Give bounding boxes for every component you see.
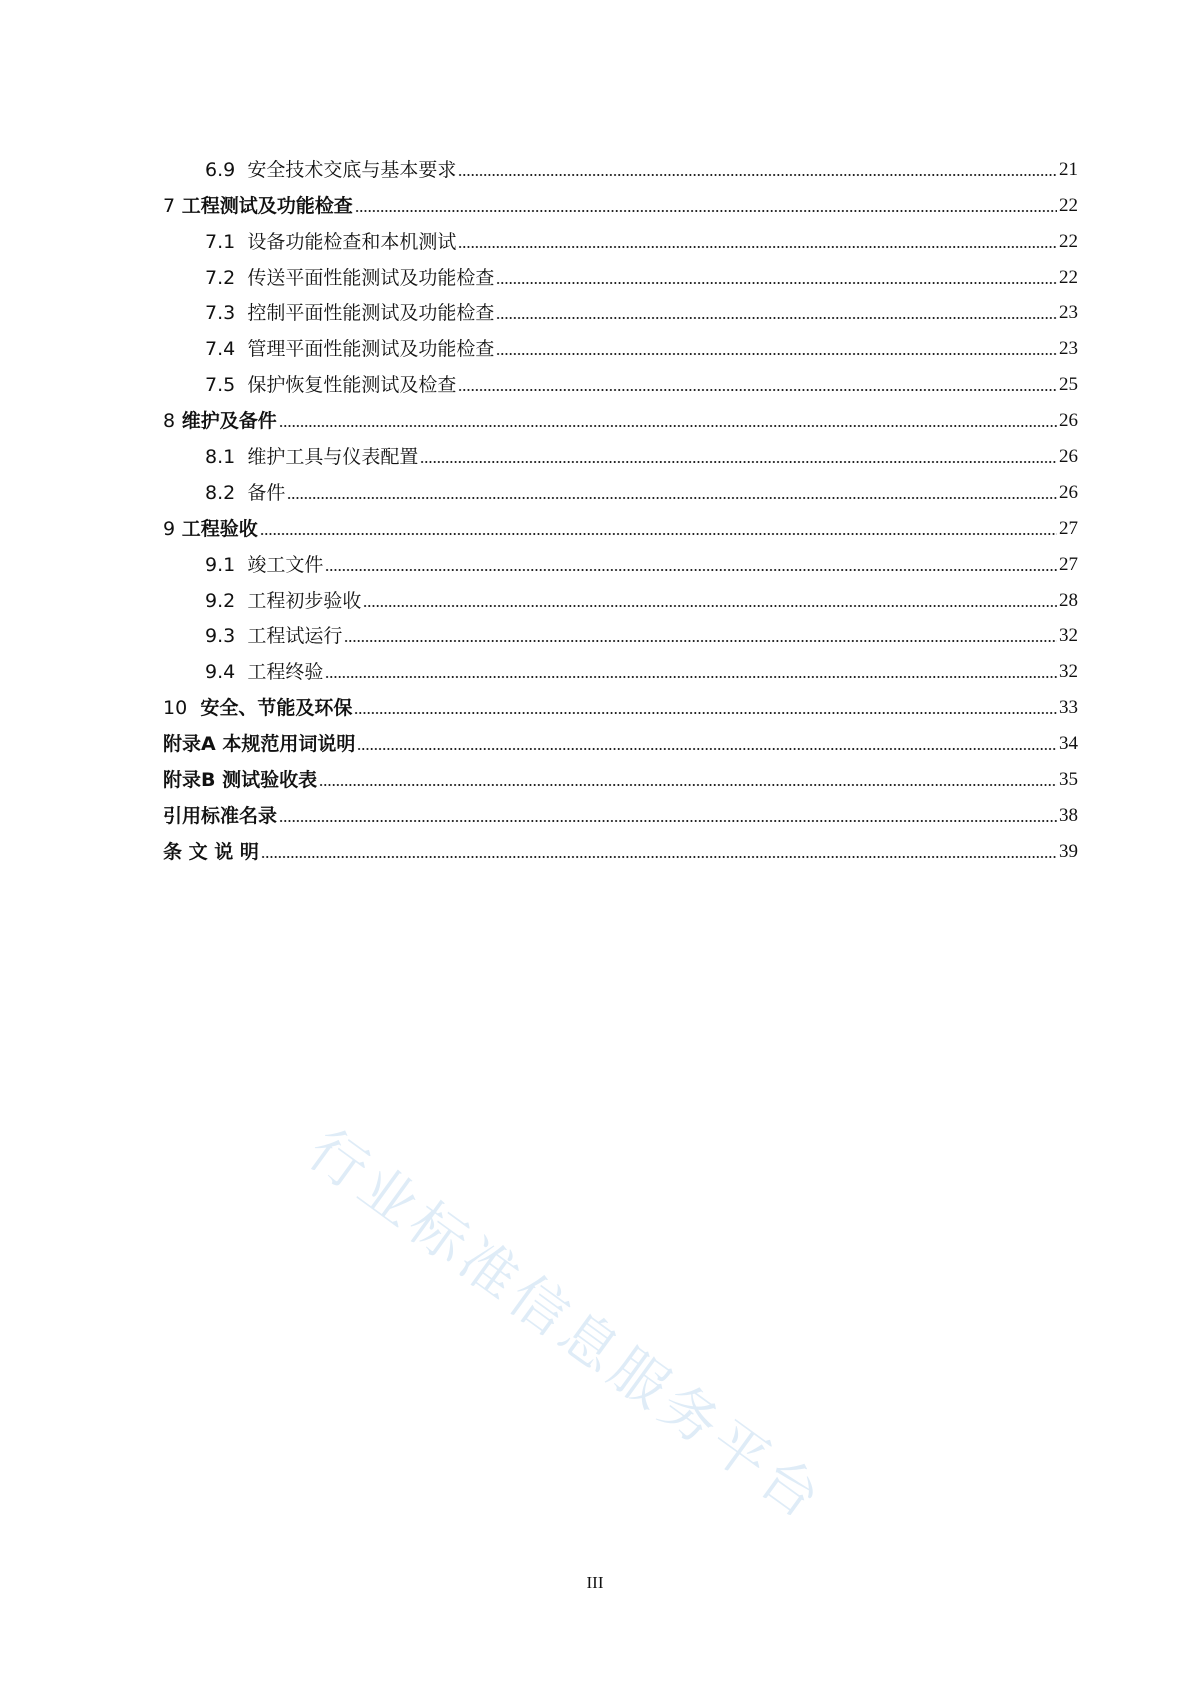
toc-entry-label: 工程验收 — [181, 517, 258, 540]
dot-leader — [354, 711, 1057, 715]
toc-entry-page: 27 — [1059, 553, 1078, 575]
toc-entry-page: 32 — [1059, 625, 1078, 647]
toc-entry-7-3[interactable] — [163, 290, 1078, 326]
dot-leader — [355, 209, 1057, 213]
toc-entry-number: 10 — [163, 697, 188, 720]
toc-entry-number: 7.1 — [205, 230, 236, 253]
toc-entry-label: 安全、节能及环保 — [200, 697, 353, 720]
toc-entry-label: 引用标准名录 — [163, 804, 278, 827]
toc-entry-9[interactable] — [163, 505, 1078, 541]
toc-entry-page: 26 — [1059, 481, 1078, 503]
toc-entry-number: 9.1 — [205, 553, 236, 576]
toc-entry-label: 附录A 本规范用词说明 — [163, 733, 356, 756]
dot-leader — [496, 352, 1057, 356]
toc-entry-page: 33 — [1059, 697, 1078, 719]
dot-leader — [458, 245, 1057, 249]
toc-entry-page: 22 — [1059, 194, 1078, 216]
toc-entry-page: 32 — [1059, 661, 1078, 683]
toc-entry-appendix-a[interactable] — [163, 720, 1078, 756]
toc-entry-9-4[interactable] — [163, 648, 1078, 684]
table-of-contents — [163, 146, 1078, 864]
dot-leader — [261, 855, 1057, 859]
toc-entry-7-1[interactable] — [163, 218, 1078, 254]
toc-entry-label: 竣工文件 — [247, 553, 324, 576]
toc-entry-page: 22 — [1059, 266, 1078, 288]
dot-leader — [319, 783, 1057, 787]
dot-leader — [287, 496, 1057, 500]
toc-entry-label: 条 文 说 明 — [163, 840, 259, 863]
dot-leader — [357, 747, 1057, 751]
dot-leader — [420, 460, 1057, 464]
toc-entry-8-2[interactable] — [163, 469, 1078, 505]
watermark: 行业标准信息服务平台 — [296, 1117, 837, 1535]
toc-entry-explanation[interactable] — [163, 828, 1078, 864]
toc-entry-7-2[interactable] — [163, 254, 1078, 290]
toc-entry-label: 设备功能检查和本机测试 — [247, 230, 457, 253]
toc-entry-6-9[interactable] — [163, 146, 1078, 182]
dot-leader — [496, 316, 1057, 320]
toc-entry-number: 7 — [163, 194, 176, 217]
dot-leader — [496, 281, 1057, 285]
dot-leader — [279, 819, 1057, 823]
dot-leader — [458, 173, 1057, 177]
toc-entry-appendix-b[interactable] — [163, 756, 1078, 792]
toc-entry-page: 35 — [1059, 769, 1078, 791]
toc-entry-number: 7.4 — [205, 338, 236, 361]
toc-entry-label: 工程初步验收 — [247, 589, 362, 612]
dot-leader — [325, 568, 1057, 572]
toc-entry-9-1[interactable] — [163, 541, 1078, 577]
toc-entry-page: 23 — [1059, 338, 1078, 360]
toc-entry-page: 38 — [1059, 804, 1078, 826]
dot-leader — [458, 388, 1057, 392]
toc-entry-7[interactable] — [163, 182, 1078, 218]
toc-entry-label: 附录B 测试验收表 — [163, 769, 318, 792]
toc-entry-label: 维护及备件 — [181, 410, 277, 433]
toc-entry-page: 25 — [1059, 374, 1078, 396]
toc-entry-number: 8.2 — [205, 481, 236, 504]
toc-entry-label: 工程试运行 — [247, 625, 343, 648]
toc-entry-label: 保护恢复性能测试及检查 — [247, 374, 457, 397]
toc-entry-label: 控制平面性能测试及功能检查 — [247, 302, 495, 325]
toc-entry-7-5[interactable] — [163, 361, 1078, 397]
toc-entry-label: 备件 — [247, 481, 286, 504]
toc-entry-number: 7.2 — [205, 266, 236, 289]
toc-entry-8[interactable] — [163, 397, 1078, 433]
toc-entry-7-4[interactable] — [163, 325, 1078, 361]
toc-entry-label: 工程测试及功能检查 — [181, 194, 353, 217]
toc-entry-8-1[interactable] — [163, 433, 1078, 469]
toc-entry-number: 9.4 — [205, 661, 236, 684]
toc-entry-number: 7.3 — [205, 302, 236, 325]
toc-entry-label: 传送平面性能测试及功能检查 — [247, 266, 495, 289]
toc-entry-label: 安全技术交底与基本要求 — [247, 158, 457, 181]
toc-entry-referenced-standards[interactable] — [163, 792, 1078, 828]
toc-entry-page: 27 — [1059, 517, 1078, 539]
dot-leader — [344, 639, 1057, 643]
dot-leader — [260, 532, 1057, 536]
page-number: III — [586, 1573, 604, 1592]
toc-entry-number: 8.1 — [205, 446, 236, 469]
dot-leader — [363, 604, 1057, 608]
toc-entry-page: 28 — [1059, 589, 1078, 611]
toc-entry-page: 39 — [1059, 840, 1078, 862]
toc-entry-number: 6.9 — [205, 158, 236, 181]
toc-entry-number: 9.2 — [205, 589, 236, 612]
toc-entry-page: 23 — [1059, 302, 1078, 324]
toc-entry-9-2[interactable] — [163, 577, 1078, 613]
toc-entry-label: 维护工具与仪表配置 — [247, 446, 419, 469]
toc-entry-page: 21 — [1059, 158, 1078, 180]
toc-entry-label: 管理平面性能测试及功能检查 — [247, 338, 495, 361]
toc-entry-page: 26 — [1059, 410, 1078, 432]
toc-entry-number: 7.5 — [205, 374, 236, 397]
dot-leader — [279, 424, 1057, 428]
toc-entry-number: 8 — [163, 410, 176, 433]
toc-entry-page: 26 — [1059, 446, 1078, 468]
toc-entry-10[interactable] — [163, 684, 1078, 720]
toc-entry-page: 34 — [1059, 733, 1078, 755]
toc-entry-9-3[interactable] — [163, 613, 1078, 649]
toc-entry-label: 工程终验 — [247, 661, 324, 684]
dot-leader — [325, 675, 1057, 679]
toc-entry-number: 9 — [163, 517, 176, 540]
toc-entry-number: 9.3 — [205, 625, 236, 648]
toc-entry-page: 22 — [1059, 230, 1078, 252]
